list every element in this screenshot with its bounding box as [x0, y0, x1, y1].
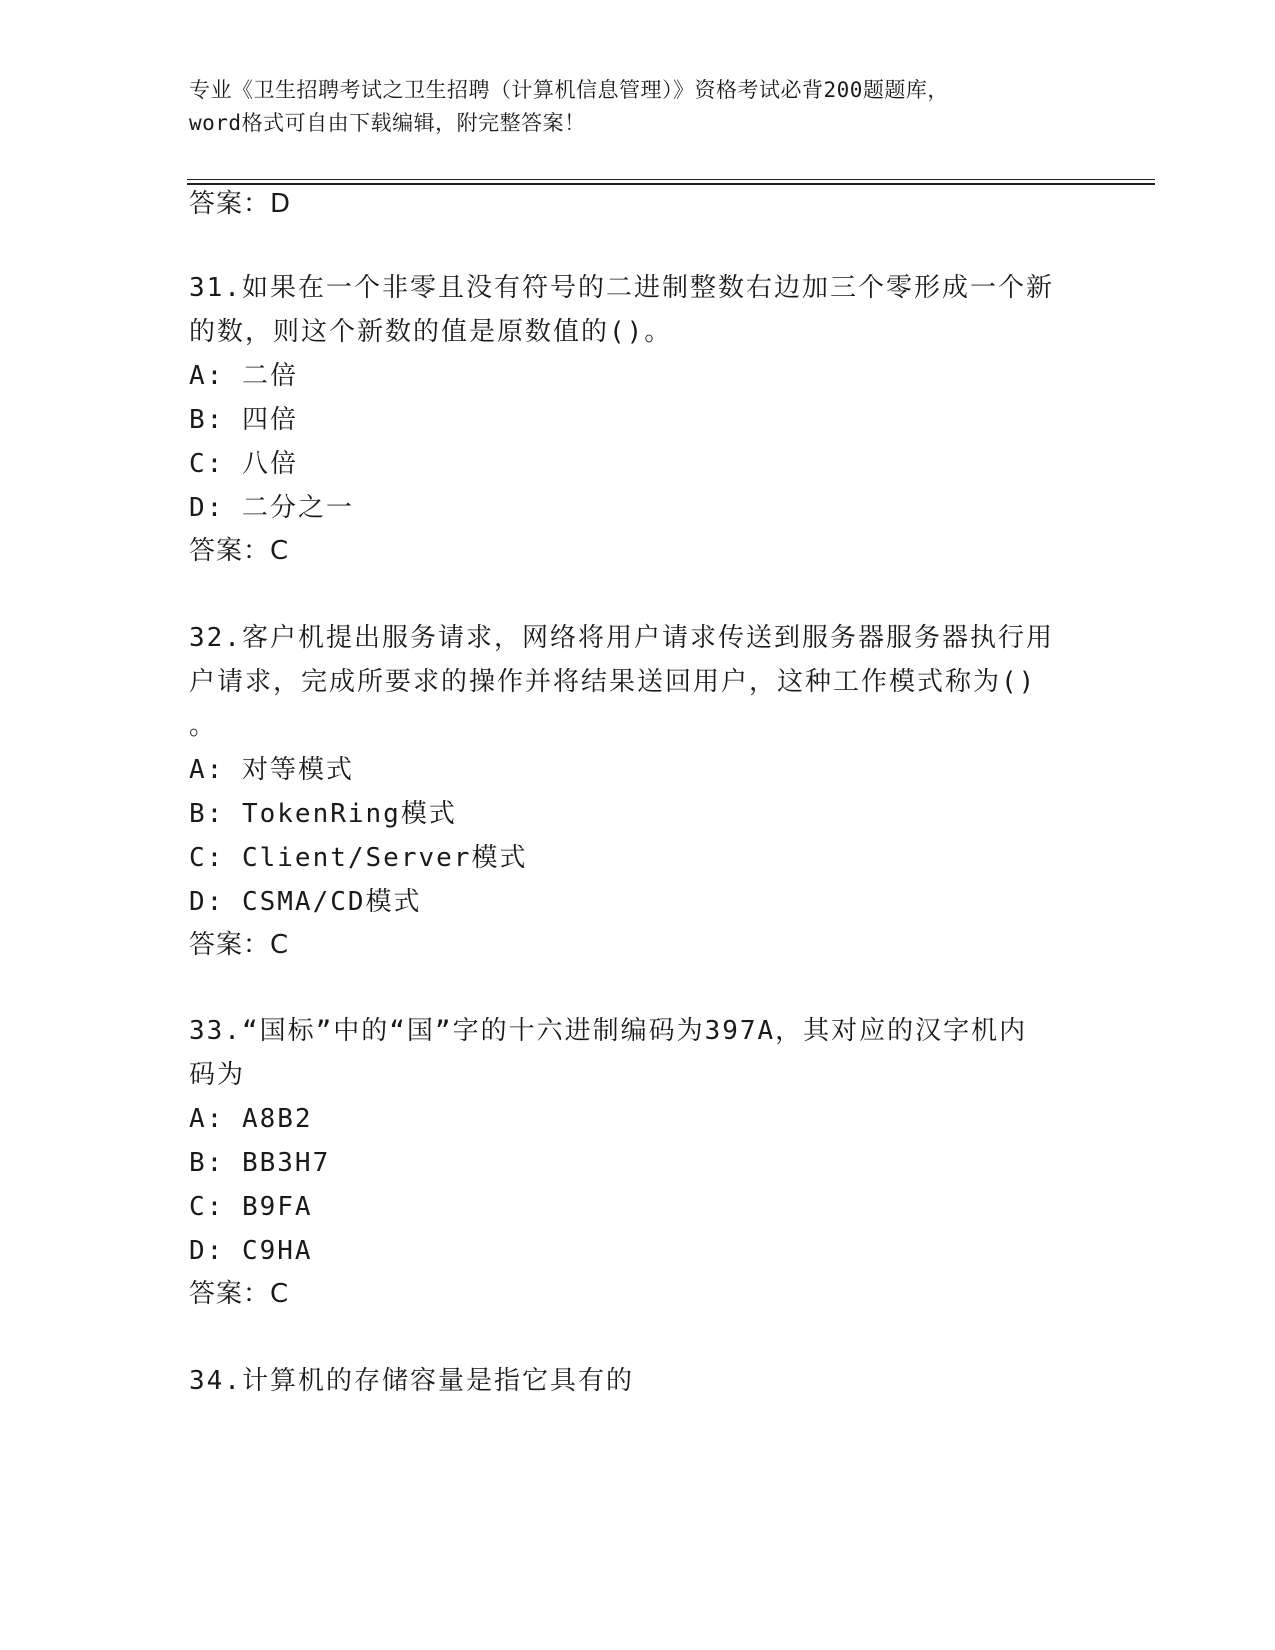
question-33-option-b: B: BB3H7	[189, 1148, 331, 1178]
header-line-1: 专业《卫生招聘考试之卫生招聘（计算机信息管理）》资格考试必背200题题库，	[189, 78, 949, 102]
question-33-line-2: 码为	[189, 1060, 246, 1090]
header-line-2: word格式可自由下载编辑，附完整答案！	[189, 111, 586, 135]
question-33-answer: 答案：C	[189, 1279, 290, 1309]
question-34-line-1: 34.计算机的存储容量是指它具有的	[189, 1366, 634, 1396]
question-32-line-2: 户请求，完成所要求的操作并将结果送回用户，这种工作模式称为()	[189, 667, 1037, 697]
question-32-option-c: C: Client/Server模式	[189, 843, 528, 873]
answer-line: 答案：D	[189, 189, 292, 219]
question-31-option-d: D: 二分之一	[189, 493, 354, 523]
question-31-line-2: 的数，则这个新数的值是原数值的()。	[189, 317, 673, 347]
header-divider-thick	[187, 183, 1155, 185]
question-31-option-a: A: 二倍	[189, 361, 298, 391]
question-33-option-c: C: B9FA	[189, 1192, 313, 1222]
question-32-option-a: A: 对等模式	[189, 755, 354, 785]
question-33-option-a: A: A8B2	[189, 1104, 313, 1134]
question-33-option-d: D: C9HA	[189, 1236, 313, 1266]
question-32-option-b: B: TokenRing模式	[189, 799, 457, 829]
question-31-answer: 答案：C	[189, 536, 290, 566]
question-33-line-1: 33.“国标”中的“国”字的十六进制编码为397A，其对应的汉字机内	[189, 1016, 1028, 1046]
question-31-line-1: 31.如果在一个非零且没有符号的二进制整数右边加三个零形成一个新	[189, 273, 1054, 303]
question-32-answer: 答案：C	[189, 930, 290, 960]
question-31-option-c: C: 八倍	[189, 449, 298, 479]
question-32-option-d: D: CSMA/CD模式	[189, 887, 422, 917]
document-header	[189, 74, 1089, 140]
question-31-option-b: B: 四倍	[189, 405, 298, 435]
question-32-line-1: 32.客户机提出服务请求，网络将用户请求传送到服务器服务器执行用	[189, 623, 1054, 653]
header-divider-thin	[187, 179, 1155, 180]
question-32-line-3: 。	[189, 711, 218, 741]
